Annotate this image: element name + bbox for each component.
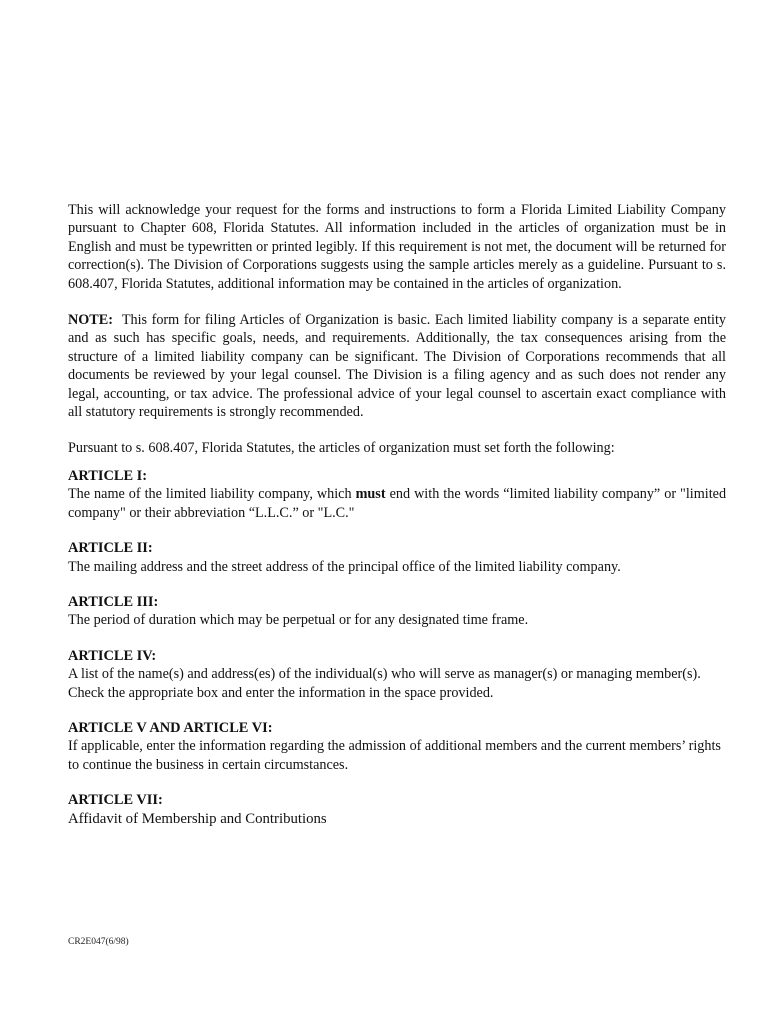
article-2 xyxy=(68,539,726,576)
article-3-heading: ARTICLE III: xyxy=(68,593,159,610)
article-3-body: The period of duration which may be perpetual or for any designated time frame. xyxy=(68,612,529,629)
article-7-heading: ARTICLE VII: xyxy=(68,792,163,809)
note-paragraph xyxy=(68,311,726,421)
article-1-must-emphasis: must xyxy=(355,486,386,503)
article-4 xyxy=(68,647,726,702)
article-5-6-heading: ARTICLE V AND ARTICLE VI: xyxy=(68,719,273,736)
article-2-body: The mailing address and the street address of the principal office of the limited liability company. xyxy=(68,558,621,575)
article-5-6-body: If applicable, enter the information regarding the admission of additional members and the current members’ rights to continue the business in certain circumstances. xyxy=(68,738,721,773)
article-7 xyxy=(68,791,726,828)
intro-paragraph: This will acknowledge your request for the forms and instructions to form a Florida Limited Liability Company pursuant to Chapter 608, Florida Statutes. All information included in the articles of organization must be in English and must be typewritten or printed legibly. If this requirement is not met, the document will be returned for correction(s). The Division of Corporations suggests using the sample articles merely as a guideline. Pursuant to s. 608.407, Florida Statutes, additional information may be contained in the articles of organization. xyxy=(68,202,726,292)
article-1-body xyxy=(68,485,726,522)
form-code: CR2E047(6/98) xyxy=(68,937,129,947)
article-1-heading: ARTICLE I: xyxy=(68,467,148,484)
article-4-heading: ARTICLE IV: xyxy=(68,647,157,664)
article-1 xyxy=(68,467,726,522)
article-7-body: Affidavit of Membership and Contributions xyxy=(68,810,327,827)
note-label: NOTE: xyxy=(68,312,113,329)
document-page xyxy=(68,201,726,845)
pursuant-paragraph: Pursuant to s. 608.407, Florida Statutes, the articles of organization must set forth the following: xyxy=(68,440,615,457)
article-5-6 xyxy=(68,719,726,774)
article-4-body: A list of the name(s) and address(es) of the individual(s) who will serve as manager(s) or managing member(s). Check the appropriate box and enter the information in the space provided. xyxy=(68,666,701,701)
article-2-heading: ARTICLE II: xyxy=(68,540,153,557)
article-1-body-start: The name of the limited liability company, which xyxy=(68,486,352,503)
article-3 xyxy=(68,593,726,630)
article-1-body-end: end with the words “limited liability company” or "limited company" or their abbreviation “L.L.C.” or "L.C." xyxy=(68,486,727,521)
note-text: This form for filing Articles of Organization is basic. Each limited liability company is a separate entity and as such has specific goals, needs, and requirements. Additionally, the tax consequences arising from the structure of a limited liability company can be significant. The Division of Corporations recommends that all documents be reviewed by your legal counsel. The Division is a filing agency and as such does not render any legal, accounting, or tax advice. The professional advice of your legal counsel to ascertain exact compliance with all statutory requirements is strongly recommended. xyxy=(68,312,726,421)
